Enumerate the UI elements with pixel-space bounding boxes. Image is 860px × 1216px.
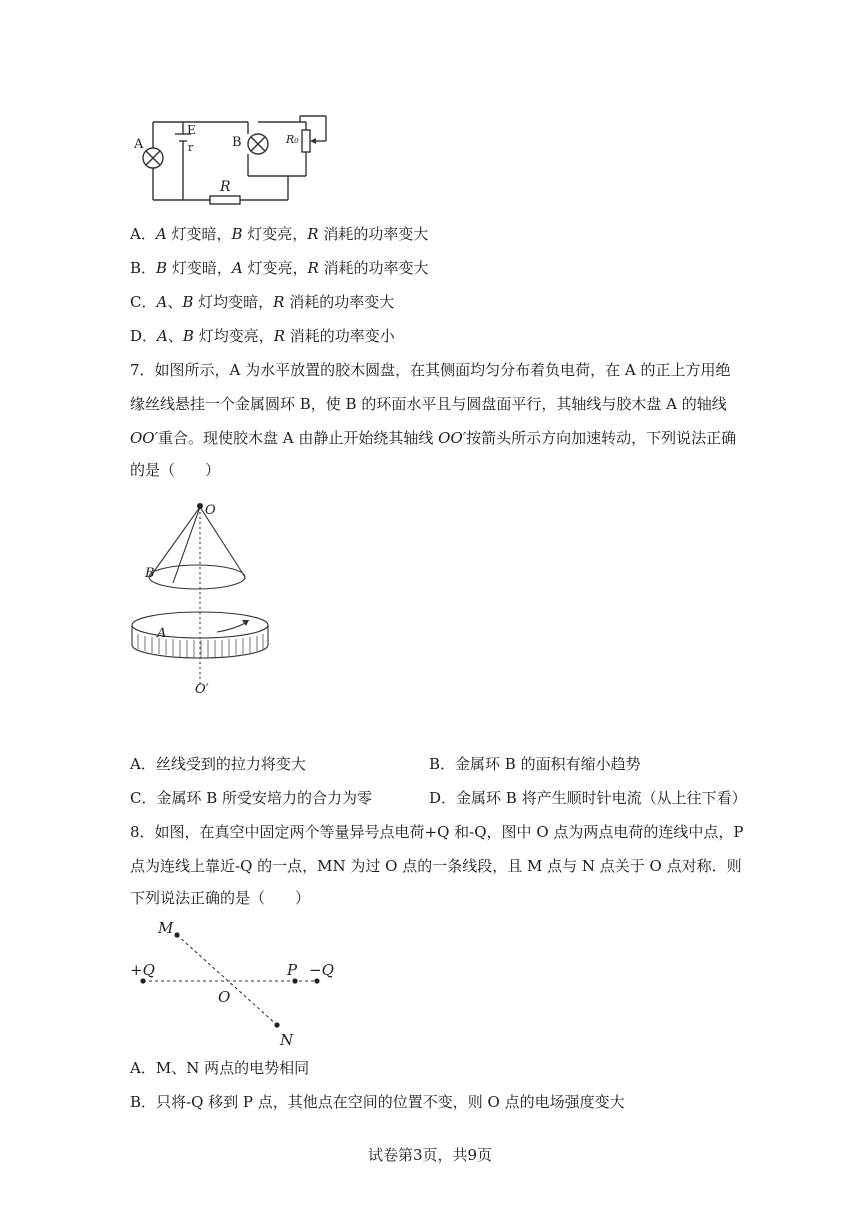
q7-stem-line-4: 的是（ ）: [130, 461, 221, 479]
lamp-b-label: B: [232, 135, 242, 150]
disk-a-label: A: [157, 626, 167, 641]
point-p-label: P: [287, 961, 298, 979]
rheostat-label: R₀: [286, 133, 299, 146]
q7-stem-line-1: 7．如图所示，A 为水平放置的胶木圆盘，在其侧面均匀分布着负电荷，在 A 的正上方用绝: [130, 361, 731, 379]
point-o-label: O: [205, 503, 216, 518]
plus-q-label: +Q: [130, 961, 155, 979]
rotating-disk-diagram: [125, 495, 285, 705]
q7-option-c[interactable]: C．金属环 B 所受安培力的合力为零: [130, 789, 373, 807]
battery-r-label: r: [188, 141, 194, 154]
point-o-label: O: [218, 988, 231, 1006]
q6-option-a[interactable]: A．A 灯变暗，B 灯变亮，R 消耗的功率变大: [130, 225, 429, 243]
q6-option-d[interactable]: D．A、B 灯均变亮，R 消耗的功率变小: [130, 327, 395, 345]
point-n-label: N: [280, 1031, 294, 1049]
lamp-a-label: A: [134, 137, 144, 152]
q7-option-b[interactable]: B．金属环 B 的面积有缩小趋势: [429, 755, 641, 773]
page-footer: 试卷第3页，共9页: [367, 1146, 493, 1164]
resistor-label: R: [220, 179, 231, 195]
point-o-prime-label: O′: [195, 682, 209, 697]
q8-stem-line-1: 8．如图，在真空中固定两个等量异号点电荷+Q 和-Q，图中 O 点为两点电荷的连线中点，P: [130, 823, 744, 841]
circuit-diagram: [128, 110, 338, 205]
q8-option-a[interactable]: A．M、N 两点的电势相同: [130, 1059, 310, 1077]
q8-stem-line-2: 点为连线上靠近-Q 的一点，MN 为过 O 点的一条线段，且 M 点与 N 点关于 O 点对称．则: [130, 857, 742, 875]
point-charges-diagram: [125, 915, 355, 1050]
point-m-label: M: [158, 919, 174, 937]
q7-option-d[interactable]: D．金属环 B 将产生顺时针电流（从上往下看）: [429, 789, 747, 807]
q7-stem-line-3: OO′重合。现使胶木盘 A 由静止开始绕其轴线 OO′按箭头所示方向加速转动，下列说法正确: [130, 429, 737, 447]
ring-b-label: B: [145, 566, 155, 581]
q7-option-a[interactable]: A．丝线受到的拉力将变大: [130, 755, 306, 773]
battery-e-label: E: [187, 123, 196, 137]
q8-stem-line-3: 下列说法正确的是（ ）: [130, 889, 311, 907]
q8-option-b[interactable]: B．只将-Q 移到 P 点，其他点在空间的位置不变，则 O 点的电场强度变大: [130, 1093, 625, 1111]
q6-option-c[interactable]: C．A、B 灯均变暗，R 消耗的功率变大: [130, 293, 395, 311]
q6-option-b[interactable]: B．B 灯变暗，A 灯变亮，R 消耗的功率变大: [130, 259, 429, 277]
q7-stem-line-2: 缘丝线悬挂一个金属圆环 B，使 B 的环面水平且与圆盘面平行，其轴线与胶木盘 A 的轴线: [130, 395, 727, 413]
minus-q-label: −Q: [309, 961, 334, 979]
